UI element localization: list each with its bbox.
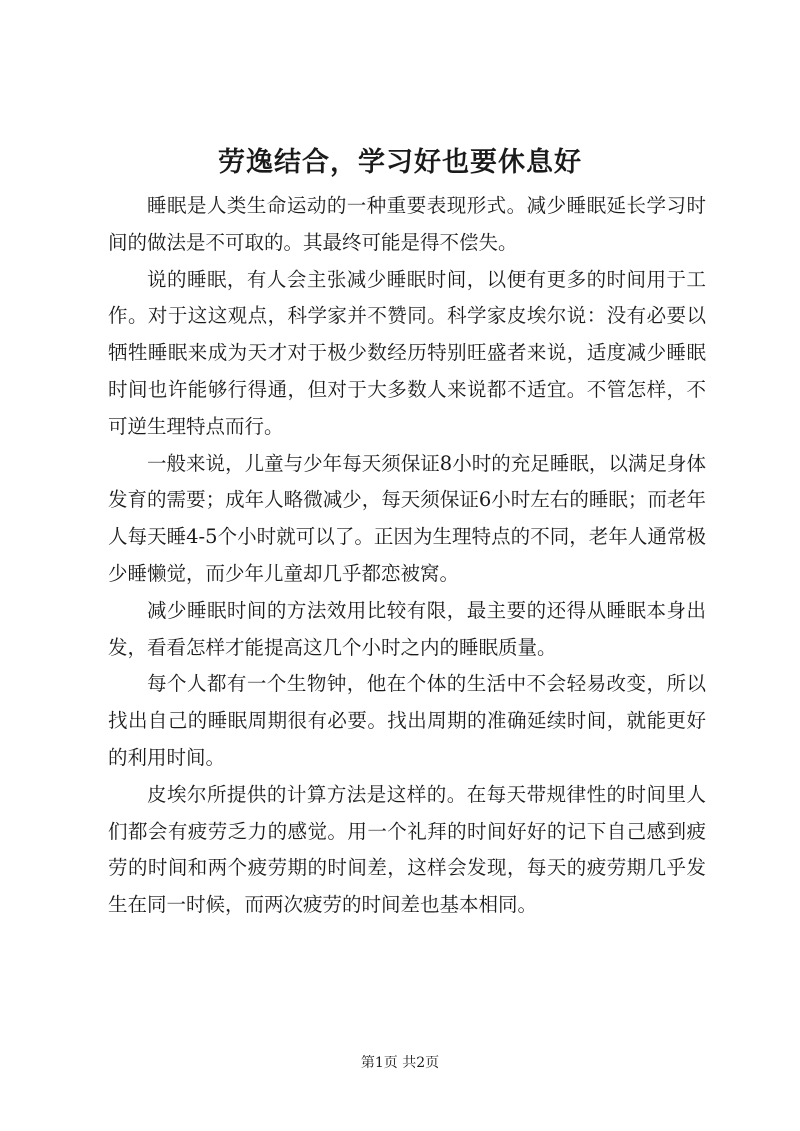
paragraph-2: 说的睡眠，有人会主张减少睡眠时间，以便有更多的时间用于工作。对于这这观点，科学家并不赞同。科学家皮埃尔说：没有必要以牺牲睡眠来成为天才对于极少数经历特别旺盛者来说，适度减少睡眠时间也许能够行得通，但对于大多数人来说都不适宜。不管怎样，不可逆生理特点而行。 <box>108 267 706 438</box>
document-title: 劳逸结合，学习好也要休息好 <box>218 147 582 178</box>
paragraph-5: 每个人都有一个生物钟，他在个体的生活中不会轻易改变，所以找出自己的睡眠周期很有必要。找出周期的准确延续时间，就能更好的利用时间。 <box>108 672 706 769</box>
document-body <box>108 188 706 924</box>
paragraph-1: 睡眠是人类生命运动的一种重要表现形式。减少睡眠延长学习时间的做法是不可取的。其最终可能是得不偿失。 <box>108 194 706 254</box>
paragraph-6: 皮埃尔所提供的计算方法是这样的。在每天带规律性的时间里人们都会有疲劳乏力的感觉。用一个礼拜的时间好好的记下自己感到疲劳的时间和两个疲劳期的时间差，这样会发现，每天的疲劳期几乎发生在同一时候，而两次疲劳的时间差也基本相同。 <box>108 782 706 917</box>
paragraph-4: 减少睡眠时间的方法效用比较有限，最主要的还得从睡眠本身出发，看看怎样才能提高这几个小时之内的睡眠质量。 <box>108 598 706 659</box>
paragraph-3: 一般来说，儿童与少年每天须保证8小时的充足睡眠，以满足身体发育的需要；成年人略微减少，每天须保证6小时左右的睡眠；而老年人每天睡4-5个小时就可以了。正因为生理特点的不同，老年人通常极少睡懒觉，而少年儿童却几乎都恋被窝。 <box>108 451 706 585</box>
page-footer: 第1页 共2页 <box>360 1055 440 1071</box>
